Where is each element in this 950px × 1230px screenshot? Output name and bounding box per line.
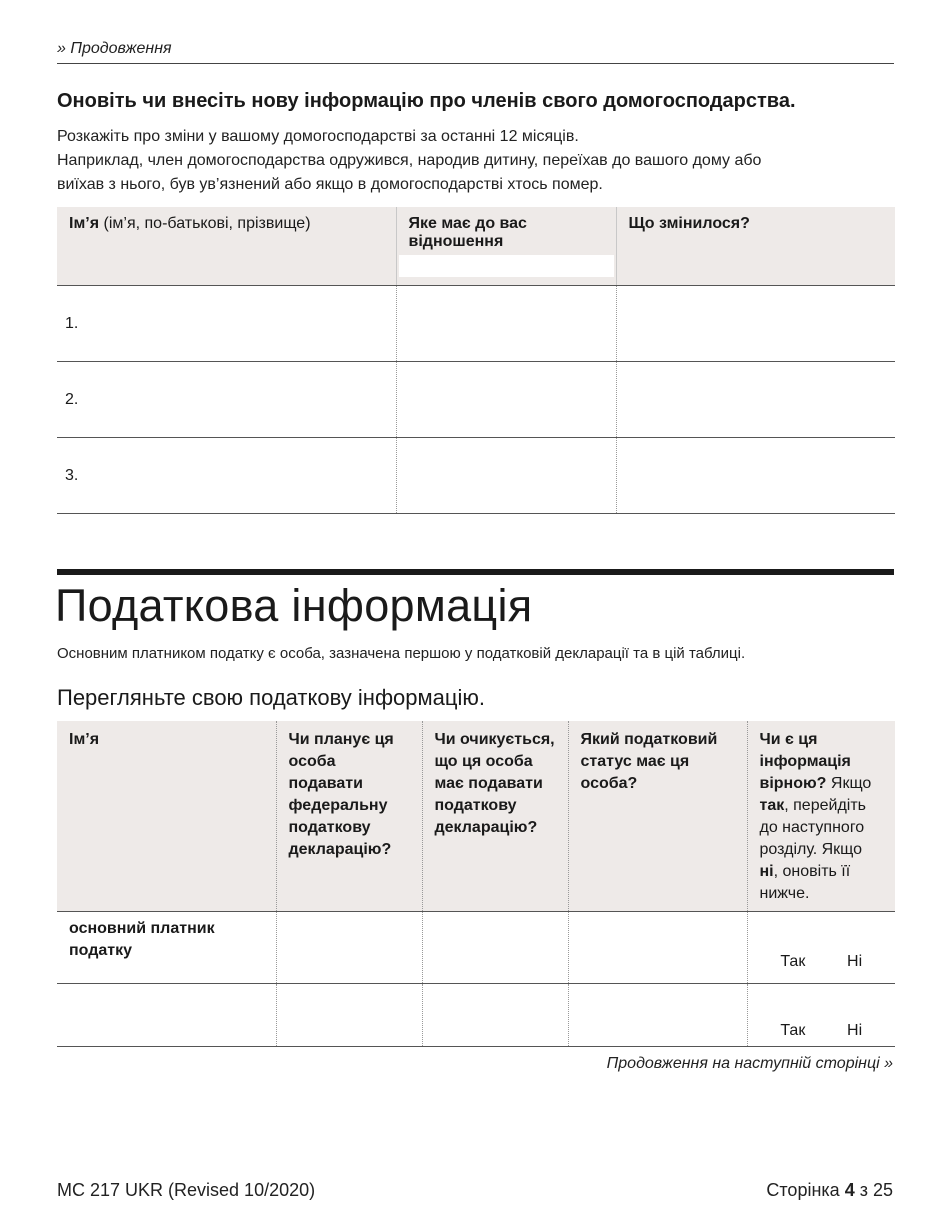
yes-option[interactable]: Так [780,952,806,970]
changes-field[interactable] [616,438,895,514]
section-divider [57,569,894,575]
household-intro-line3: виїхав з нього, був ув’язнений або якщо в домогосподарстві хтось помер. [57,176,603,193]
plans-to-file-field[interactable] [276,912,422,984]
page-number: Сторінка 4 з 25 [766,1180,893,1200]
name-field[interactable] [57,984,276,1047]
tax-status-field[interactable] [568,912,747,984]
no-option[interactable]: Ні [847,952,863,970]
primary-filer-label: основний платник податку [57,912,276,984]
column-header-changed: Що змінилося? [616,207,895,286]
row-number: 1. [57,286,396,362]
column-header-name: Ім’я [57,721,276,912]
table-row [57,362,895,438]
tax-info-table [57,721,895,1047]
correct-choice [747,984,895,1047]
column-header-relationship: Яке має до вас відношення [396,207,616,286]
row-number: 3. [57,438,396,514]
column-header-tax-status: Який податковий статус має ця особа? [568,721,747,912]
relationship-field[interactable] [396,286,616,362]
household-changes-table [57,207,895,514]
table-row [57,438,895,514]
table-row [57,984,895,1047]
correct-choice [747,912,895,984]
tax-intro: Основним платником податку є особа, зазначена першою у податковій декларації та в цій таблиці. [57,645,746,662]
household-intro-line1: Розкажіть про зміни у вашому домогосподарстві за останні 12 місяців. [57,128,579,145]
tax-subheading: Перегляньте свою податкову інформацію. [57,685,485,710]
changes-field[interactable] [616,362,895,438]
household-intro-line2: Наприклад, член домогосподарства одружився, народив дитину, переїхав до вашого дому або [57,152,762,169]
plans-to-file-field[interactable] [276,984,422,1047]
table-row [57,912,895,984]
column-header-name: Ім’я (ім’я, по-батькові, прізвище) [57,207,396,286]
expected-to-file-field[interactable] [422,984,568,1047]
tax-section-heading: Податкова інформація [55,580,533,631]
yes-option[interactable]: Так [780,1022,806,1039]
household-section-title: Оновіть чи внесіть нову інформацію про членів свого домогосподарства. [57,90,796,112]
expected-to-file-field[interactable] [422,912,568,984]
column-header-plans-to-file: Чи планує ця особа подавати федеральну податкову декларацію? [276,721,422,912]
relationship-field[interactable] [396,362,616,438]
continued-next-page: Продовження на наступній сторінці » [606,1055,893,1072]
no-option[interactable]: Ні [847,1022,863,1039]
tax-status-field[interactable] [568,984,747,1047]
relationship-field[interactable] [396,438,616,514]
column-header-expected-to-file: Чи очикується, що ця особа має подавати податкову декларацію? [422,721,568,912]
table-row [57,286,895,362]
changes-field[interactable] [616,286,895,362]
form-id: MC 217 UKR (Revised 10/2020) [57,1180,316,1200]
row-number: 2. [57,362,396,438]
column-header-is-correct: Чи є ця інформація вірною? Якщо так, перейдіть до наступного розділу. Якщо ні, оновіть її нижче. [747,721,895,912]
continued-label: » Продовження [57,40,172,57]
header-divider [57,63,894,64]
